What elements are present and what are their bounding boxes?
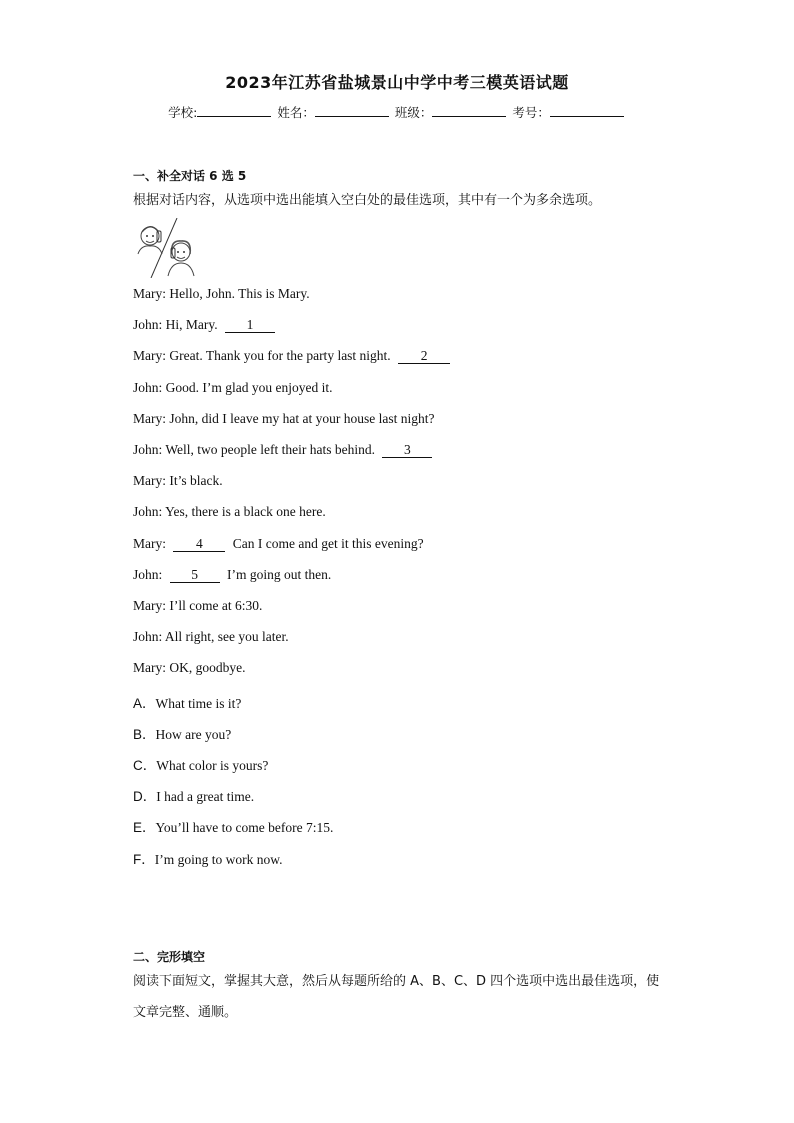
answer-blank[interactable]: 5 (170, 568, 220, 583)
answer-blank[interactable]: 3 (382, 443, 432, 458)
dialogue-line (133, 473, 223, 489)
dialogue-line (133, 567, 331, 583)
dialogue-text: John: (133, 567, 163, 582)
dialogue-line (133, 536, 424, 552)
answer-blank[interactable]: 4 (173, 537, 225, 552)
option-text: What time is it? (155, 696, 242, 711)
student-info-row (0, 103, 794, 121)
option-e[interactable] (133, 816, 333, 836)
class-blank[interactable] (432, 104, 506, 117)
dialogue-text: John: Yes, there is a black one here. (133, 504, 326, 519)
dialogue-line (133, 442, 436, 458)
option-letter: F． (133, 852, 155, 867)
name-label: 姓名： (277, 105, 315, 120)
answer-blank[interactable]: 1 (225, 318, 275, 333)
section1-instruction: 根据对话内容，从选项中选出能填入空白处的最佳选项，其中有一个为多余选项。 (133, 193, 602, 208)
option-letter: A． (133, 696, 156, 711)
dialogue-text: Mary: I’ll come at 6:30. (133, 598, 263, 613)
dialogue-line (133, 317, 279, 333)
section2-instruction: 阅读下面短文，掌握其大意，然后从每题所给的 A、B、C、D 四个选项中选出最佳选项，使文章完整、通顺。 (133, 974, 660, 1020)
dialogue-line (133, 286, 310, 302)
dialogue-line (133, 598, 262, 614)
phone-call-illustration (133, 218, 199, 278)
section1-heading: 一、补全对话 6 选 5 (133, 169, 247, 183)
dialogue-text: John: Good. I’m glad you enjoyed it. (133, 380, 333, 395)
school-blank[interactable] (197, 104, 271, 117)
dialogue-line (133, 348, 454, 364)
dialogue-text: Can I come and get it this evening? (232, 536, 424, 551)
dialogue-text: Mary: John, did I leave my hat at your house last night? (133, 411, 435, 426)
dialogue-text: I’m going out then. (227, 567, 332, 582)
school-label: 学校: (168, 105, 198, 120)
section2-heading: 二、完形填空 (133, 950, 206, 964)
option-b[interactable] (133, 723, 231, 743)
option-text: What color is yours? (156, 758, 269, 773)
option-f[interactable] (133, 848, 283, 868)
name-blank[interactable] (315, 104, 389, 117)
dialogue-line (133, 380, 332, 396)
option-letter: D． (133, 789, 157, 804)
dialogue-text: Mary: It’s black. (133, 473, 223, 488)
dialogue-line (133, 504, 326, 520)
dialogue-line (133, 629, 289, 645)
option-text: I had a great time. (156, 789, 255, 804)
option-text: You’ll have to come before 7:15. (155, 820, 334, 835)
dialogue-text: Mary: Great. Thank you for the party last night. (133, 348, 391, 363)
number-blank[interactable] (550, 104, 624, 117)
number-label: 考号： (512, 105, 550, 120)
dialogue-text: Mary: OK, goodbye. (133, 660, 246, 675)
dialogue-line (133, 660, 245, 676)
dialogue-text: John: Hi, Mary. (133, 317, 218, 332)
dialogue-text: Mary: Hello, John. This is Mary. (133, 286, 310, 301)
answer-blank[interactable]: 2 (398, 349, 450, 364)
option-text: I’m going to work now. (154, 852, 283, 867)
option-letter: E． (133, 820, 156, 835)
option-c[interactable] (133, 754, 268, 774)
class-label: 班级： (394, 105, 433, 120)
option-letter: B． (133, 727, 156, 742)
dialogue-text: John: All right, see you later. (133, 629, 289, 644)
option-letter: C． (133, 758, 157, 773)
page-title: 2023年江苏省盐城景山中学中考三模英语试题 (225, 73, 569, 92)
option-text: How are you? (155, 727, 232, 742)
option-a[interactable] (133, 692, 241, 712)
dialogue-text: John: Well, two people left their hats behind. (133, 442, 375, 457)
option-d[interactable] (133, 785, 254, 805)
dialogue-line (133, 411, 434, 427)
dialogue-text: Mary: (133, 536, 166, 551)
